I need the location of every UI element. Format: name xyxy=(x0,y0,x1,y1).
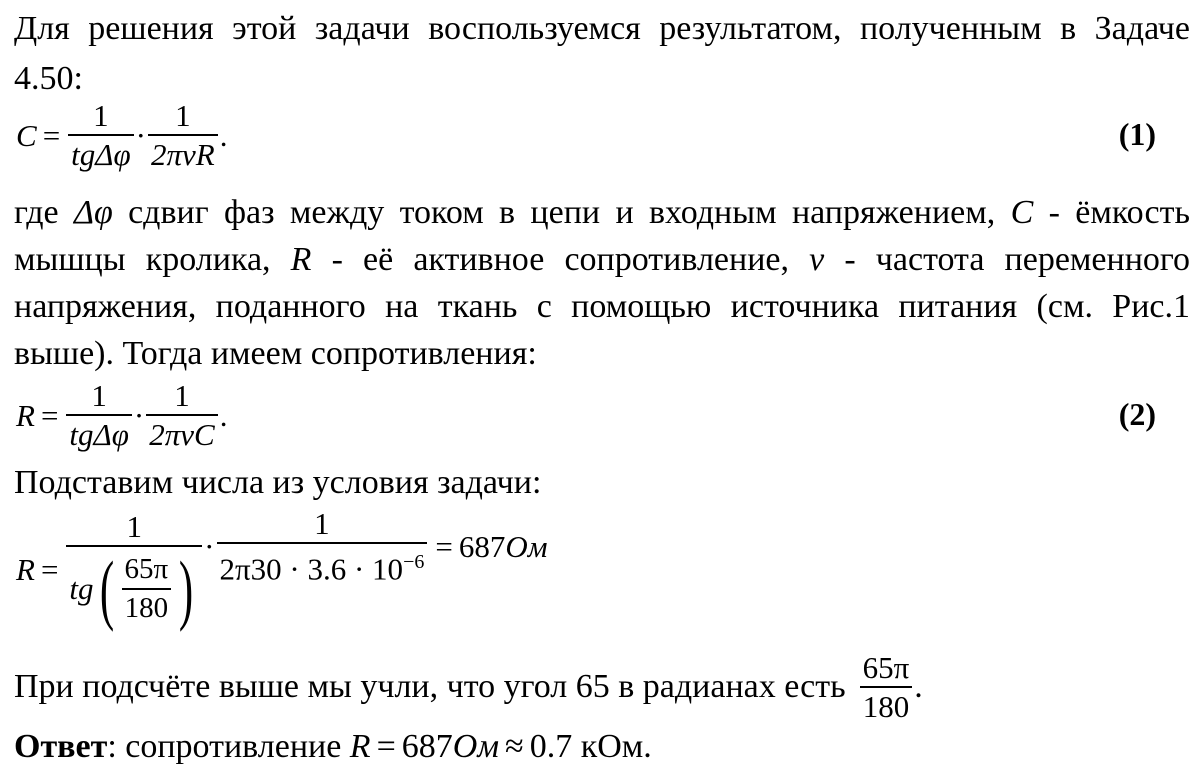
text-segment: - частота переменного xyxy=(824,241,1191,278)
eq2-f1-numerator: 1 xyxy=(91,378,107,413)
paragraph-intro-line1: Для решения этой задачи воспользуемся результатом, полученным в Задаче xyxy=(14,10,1190,47)
eq3-f2-den-base: 2π30 · 3.6 · 10 xyxy=(219,551,404,587)
eq3-equals: = xyxy=(40,551,59,587)
eq1-f1-numerator: 1 xyxy=(93,98,109,133)
equation-2-number: (2) xyxy=(1118,396,1156,432)
eq1-fraction-1 xyxy=(68,100,133,170)
eq2-lhs: R xyxy=(16,397,35,433)
eq2-f2-numerator: 1 xyxy=(174,378,190,413)
paragraph-definitions-line4: выше). Тогда имеем сопротивления: xyxy=(14,335,537,372)
paragraph-definitions-line2 xyxy=(14,243,1190,277)
eq2-f1-denominator: tgΔφ xyxy=(66,414,131,450)
left-paren: ( xyxy=(99,544,114,632)
answer-value: 687 xyxy=(401,728,453,765)
symbol-r: R xyxy=(290,241,312,278)
eq3-f1-denominator xyxy=(66,544,202,632)
eq3-f2-den-exponent: −6 xyxy=(403,551,425,573)
answer-line xyxy=(14,730,1190,764)
eq2-equals: = xyxy=(40,397,59,433)
eq3-result: 687 xyxy=(458,528,506,564)
eq2-end: . xyxy=(219,397,228,433)
eq3-fraction-2 xyxy=(217,506,428,587)
paragraph-intro-line2: 4.50: xyxy=(14,60,83,97)
eq3-equals-2: = xyxy=(435,528,453,564)
equation-1-number: (1) xyxy=(1118,116,1156,152)
eq3-f2-numerator: 1 xyxy=(314,506,330,541)
eq1-fraction-2 xyxy=(148,100,218,170)
answer-label: Ответ xyxy=(14,728,108,765)
eq1-f1-denominator: tgΔφ xyxy=(68,134,133,170)
eq1-f2-numerator: 1 xyxy=(175,98,191,133)
paragraph-radians xyxy=(14,652,1190,722)
text-segment: - ёмкость xyxy=(1033,194,1190,231)
equation-3 xyxy=(16,508,548,630)
eq3-dot: · xyxy=(204,528,215,564)
answer-approx: ≈ xyxy=(505,728,524,765)
equation-2 xyxy=(16,380,227,450)
answer-approx-value: 0.7 кОм xyxy=(529,728,644,765)
eq2-f2-denominator: 2πνC xyxy=(146,414,217,450)
radians-denominator: 180 xyxy=(860,686,913,722)
answer-end: . xyxy=(643,728,652,765)
eq1-end: . xyxy=(219,117,228,153)
eq2-fraction-2 xyxy=(146,380,217,450)
eq1-f2-denominator: 2πνR xyxy=(148,134,218,170)
answer-text: : сопротивление xyxy=(107,728,350,765)
eq3-f1-numerator: 1 xyxy=(126,508,143,544)
symbol-nu: ν xyxy=(809,241,825,278)
text-segment: сдвиг фаз между током в цепи и входным напряжением, xyxy=(112,194,1011,231)
eq3-inner-denominator: 180 xyxy=(122,588,172,624)
paragraph-definitions-line1 xyxy=(14,196,1190,230)
eq3-tg: tg xyxy=(69,571,94,607)
eq3-lhs: R xyxy=(16,551,35,587)
eq3-f2-denominator xyxy=(217,542,428,587)
eq2-dot: · xyxy=(133,397,145,433)
eq2-fraction-1 xyxy=(66,380,131,450)
answer-lhs: R xyxy=(349,728,371,765)
paragraph-substitute: Подставим числа из условия задачи: xyxy=(14,464,542,501)
symbol-delta-phi: Δφ xyxy=(73,194,113,231)
right-paren: ) xyxy=(179,544,194,632)
text-segment: мышцы кролика, xyxy=(14,241,291,278)
text-segment: - её активное сопротивление, xyxy=(311,241,810,278)
equation-1 xyxy=(16,100,227,170)
eq3-unit: Ом xyxy=(505,528,548,564)
radians-fraction xyxy=(860,652,913,722)
eq1-lhs: C xyxy=(16,117,37,153)
answer-equals: = xyxy=(376,728,396,765)
radians-text: При подсчёте выше мы учли, что угол 65 в радианах есть xyxy=(14,668,846,705)
answer-unit: Ом xyxy=(452,728,500,765)
eq1-equals: = xyxy=(42,117,61,153)
eq3-inner-numerator: 65π xyxy=(124,552,169,585)
radians-end: . xyxy=(914,668,923,705)
paragraph-definitions-line3: напряжения, поданного на ткань с помощью источника питания (см. Рис.1 xyxy=(14,288,1190,325)
eq1-dot: · xyxy=(135,117,146,153)
radians-numerator: 65π xyxy=(862,650,910,685)
symbol-c: C xyxy=(1010,194,1034,231)
eq3-inner-fraction xyxy=(122,554,172,624)
eq3-fraction-1 xyxy=(66,508,202,632)
text-segment: где xyxy=(14,194,74,231)
